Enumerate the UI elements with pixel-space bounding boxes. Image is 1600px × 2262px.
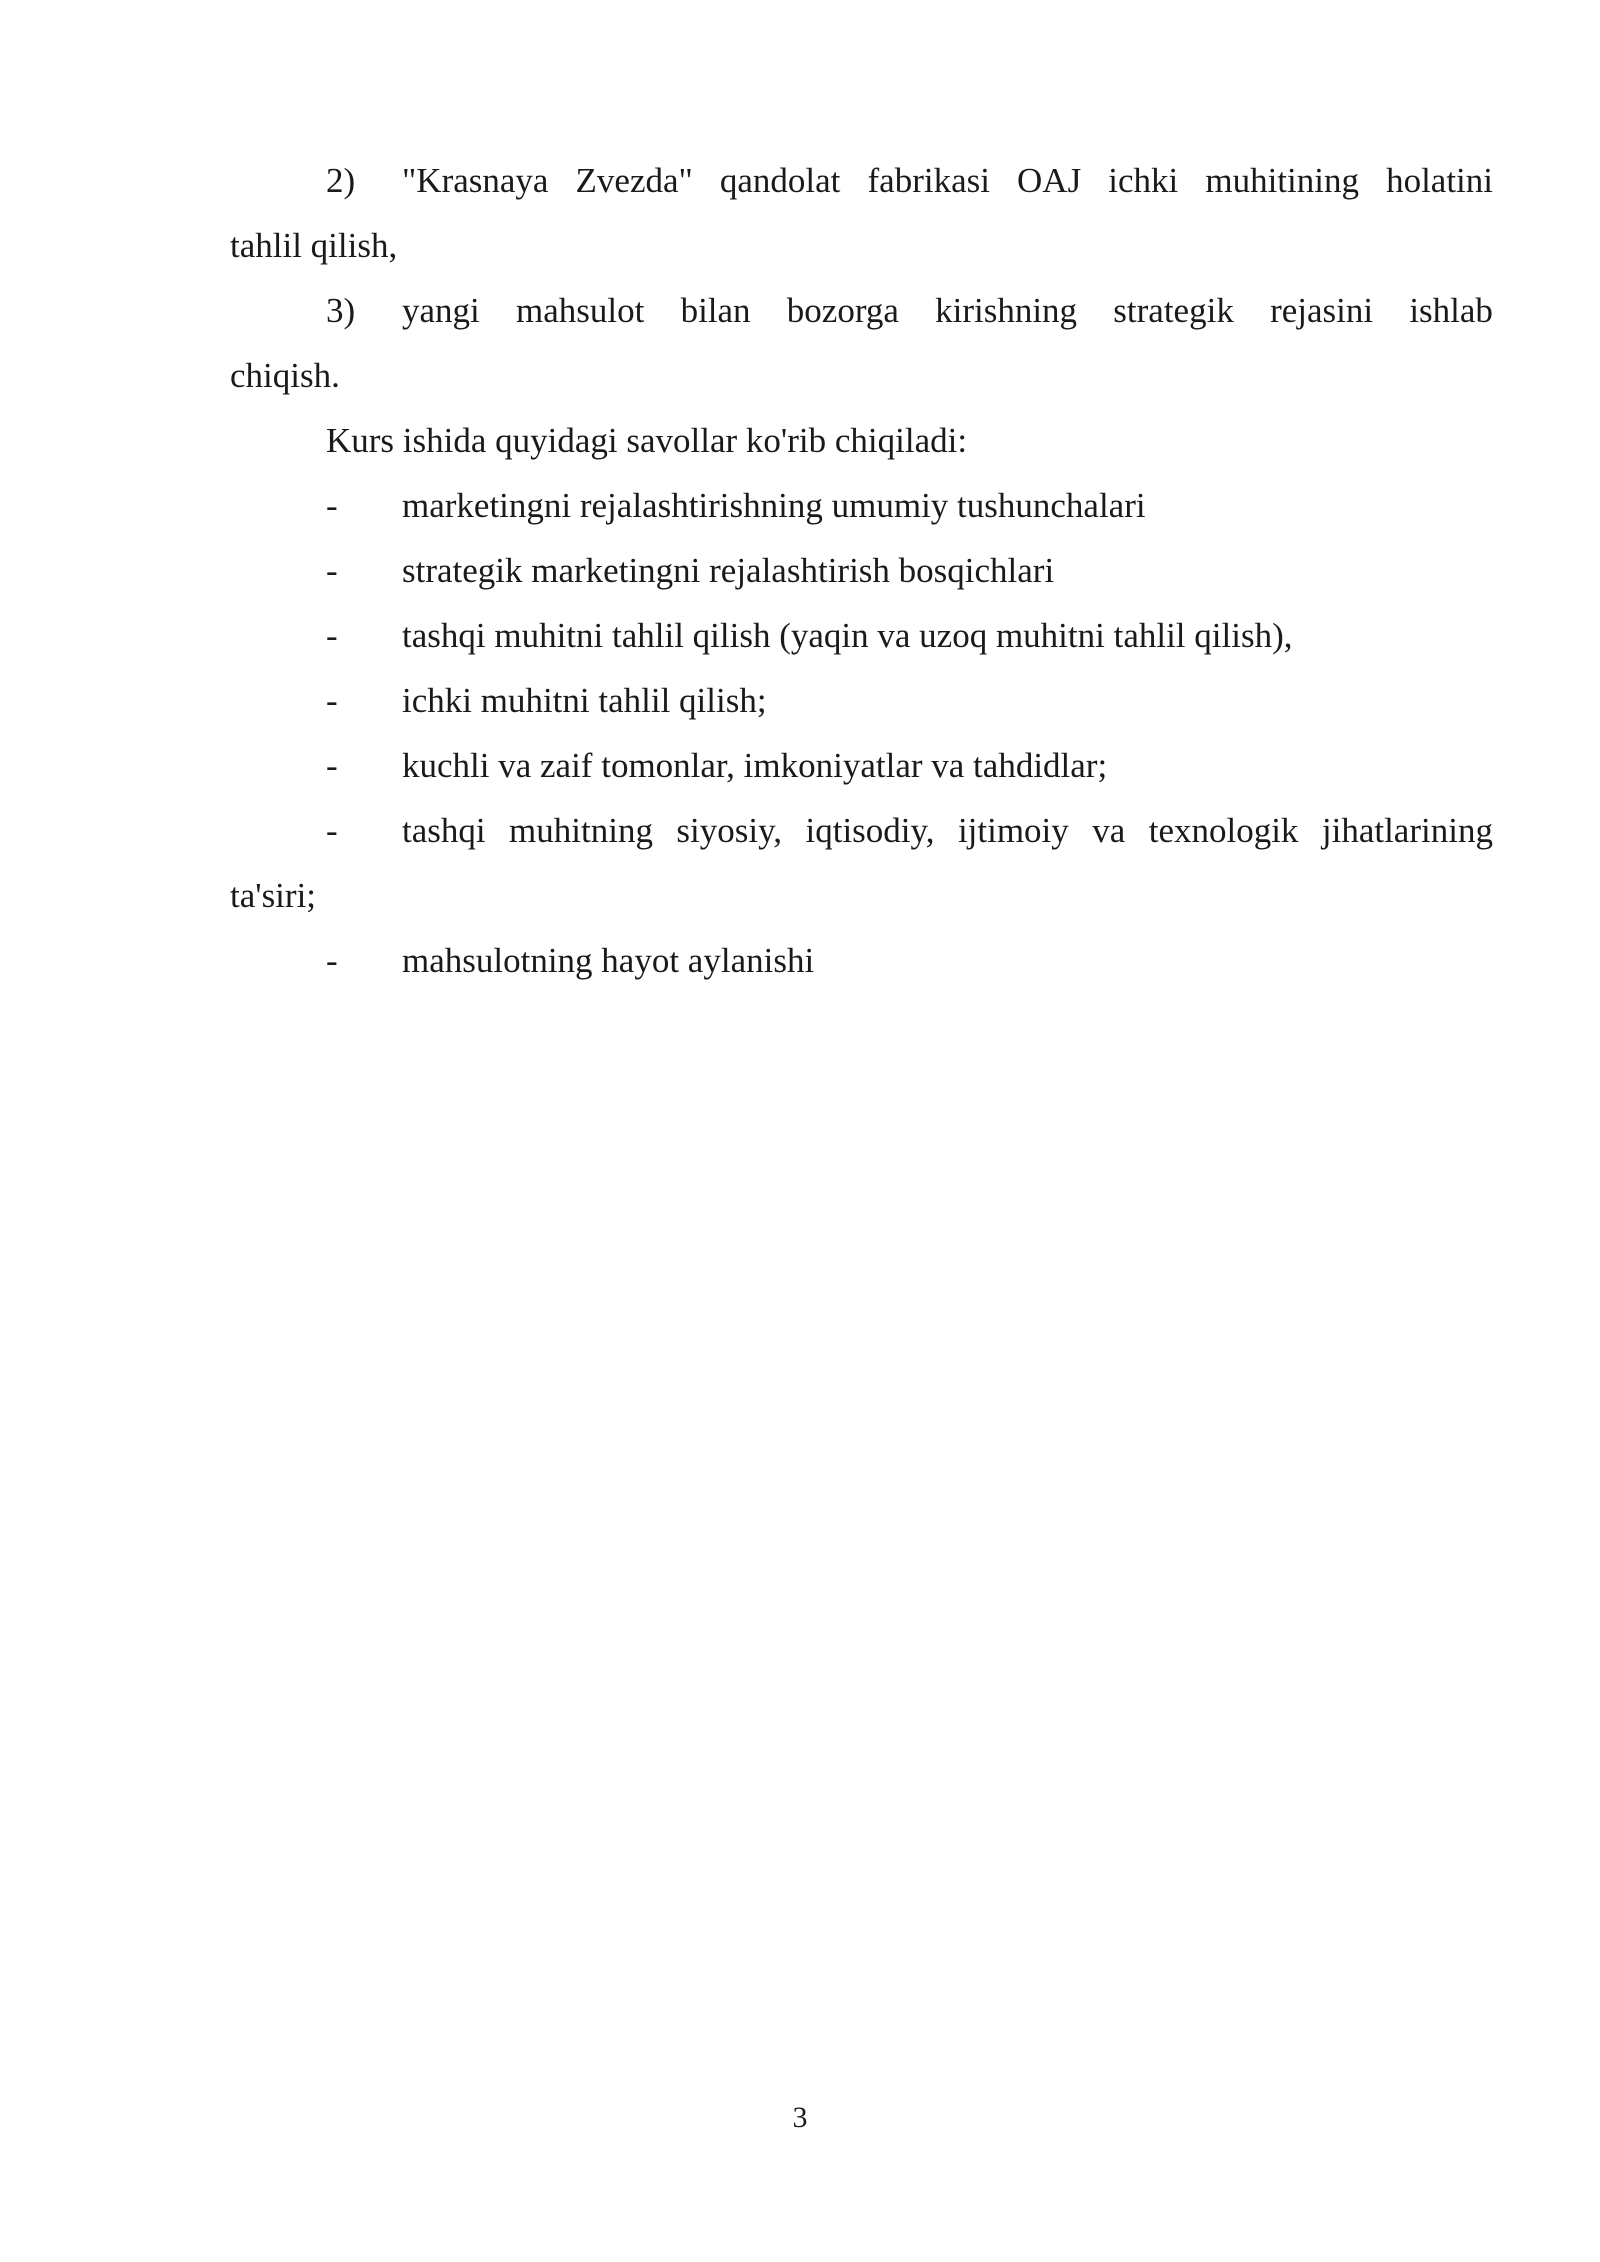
- bullet-text: tashqi muhitni tahlil qilish (yaqin va uzoq muhitni tahlil qilish),: [402, 616, 1293, 655]
- item-text-continuation: chiqish.: [230, 356, 340, 395]
- bullet-dash: -: [326, 746, 338, 785]
- word: OAJ: [1017, 161, 1082, 200]
- word: va: [1092, 811, 1126, 850]
- word: "Krasnaya: [402, 161, 549, 200]
- word: ijtimoiy: [957, 811, 1069, 850]
- list-item: [230, 668, 1493, 733]
- bullet-dash: -: [326, 486, 338, 525]
- word: bilan: [680, 291, 751, 330]
- word: iqtisodiy,: [805, 811, 935, 850]
- word: muhitning: [509, 811, 653, 850]
- word: fabrikasi: [867, 161, 990, 200]
- bullet-text: ichki muhitni tahlil qilish;: [402, 681, 767, 720]
- list-item: [230, 473, 1493, 538]
- numbered-item-2: [230, 148, 1493, 278]
- word: ichki: [1108, 161, 1179, 200]
- word: Zvezda": [575, 161, 693, 200]
- word: texnologik: [1148, 811, 1299, 850]
- bullet-list: [230, 473, 1493, 993]
- list-item: [230, 798, 1493, 863]
- word: holatini: [1386, 161, 1493, 200]
- bullet-text-continuation: ta'siri;: [230, 876, 317, 915]
- list-item-wrapped: [230, 798, 1493, 928]
- word: tashqi: [402, 811, 486, 850]
- item-text-line: [402, 148, 1493, 213]
- word: siyosiy,: [676, 811, 783, 850]
- list-item: [230, 538, 1493, 603]
- numbered-item-first-line: [230, 278, 1493, 343]
- word: bozorga: [786, 291, 899, 330]
- item-number: 3): [326, 291, 356, 330]
- bullet-dash: -: [326, 811, 338, 850]
- bullet-text: strategik marketingni rejalashtirish bosqichlari: [402, 551, 1055, 590]
- bullet-dash: -: [326, 681, 338, 720]
- bullet-dash: -: [326, 941, 338, 980]
- word: muhitining: [1205, 161, 1359, 200]
- list-item: [230, 928, 1493, 993]
- bullet-text: [402, 798, 1493, 863]
- list-item: [230, 733, 1493, 798]
- bullet-text: kuchli va zaif tomonlar, imkoniyatlar va tahdidlar;: [402, 746, 1108, 785]
- page-body: [230, 148, 1493, 993]
- item-text-continuation: tahlil qilish,: [230, 226, 398, 265]
- word: strategik: [1113, 291, 1234, 330]
- intro-sentence: Kurs ishida quyidagi savollar ko'rib chiqiladi:: [326, 421, 968, 460]
- item-text-line: [402, 278, 1493, 343]
- list-item: [230, 603, 1493, 668]
- word: ishlab: [1409, 291, 1493, 330]
- bullet-text: marketingni rejalashtirishning umumiy tushunchalari: [402, 486, 1146, 525]
- page-number: 3: [792, 2101, 808, 2134]
- word: qandolat: [719, 161, 841, 200]
- bullet-text: mahsulotning hayot aylanishi: [402, 941, 815, 980]
- word: yangi: [402, 291, 480, 330]
- word: rejasini: [1270, 291, 1374, 330]
- word: mahsulot: [516, 291, 645, 330]
- numbered-item-first-line: [230, 148, 1493, 213]
- numbered-item-3: [230, 278, 1493, 408]
- word: kirishning: [935, 291, 1078, 330]
- bullet-dash: -: [326, 551, 338, 590]
- bullet-dash: -: [326, 616, 338, 655]
- item-number: 2): [326, 161, 356, 200]
- word: jihatlarining: [1321, 811, 1493, 850]
